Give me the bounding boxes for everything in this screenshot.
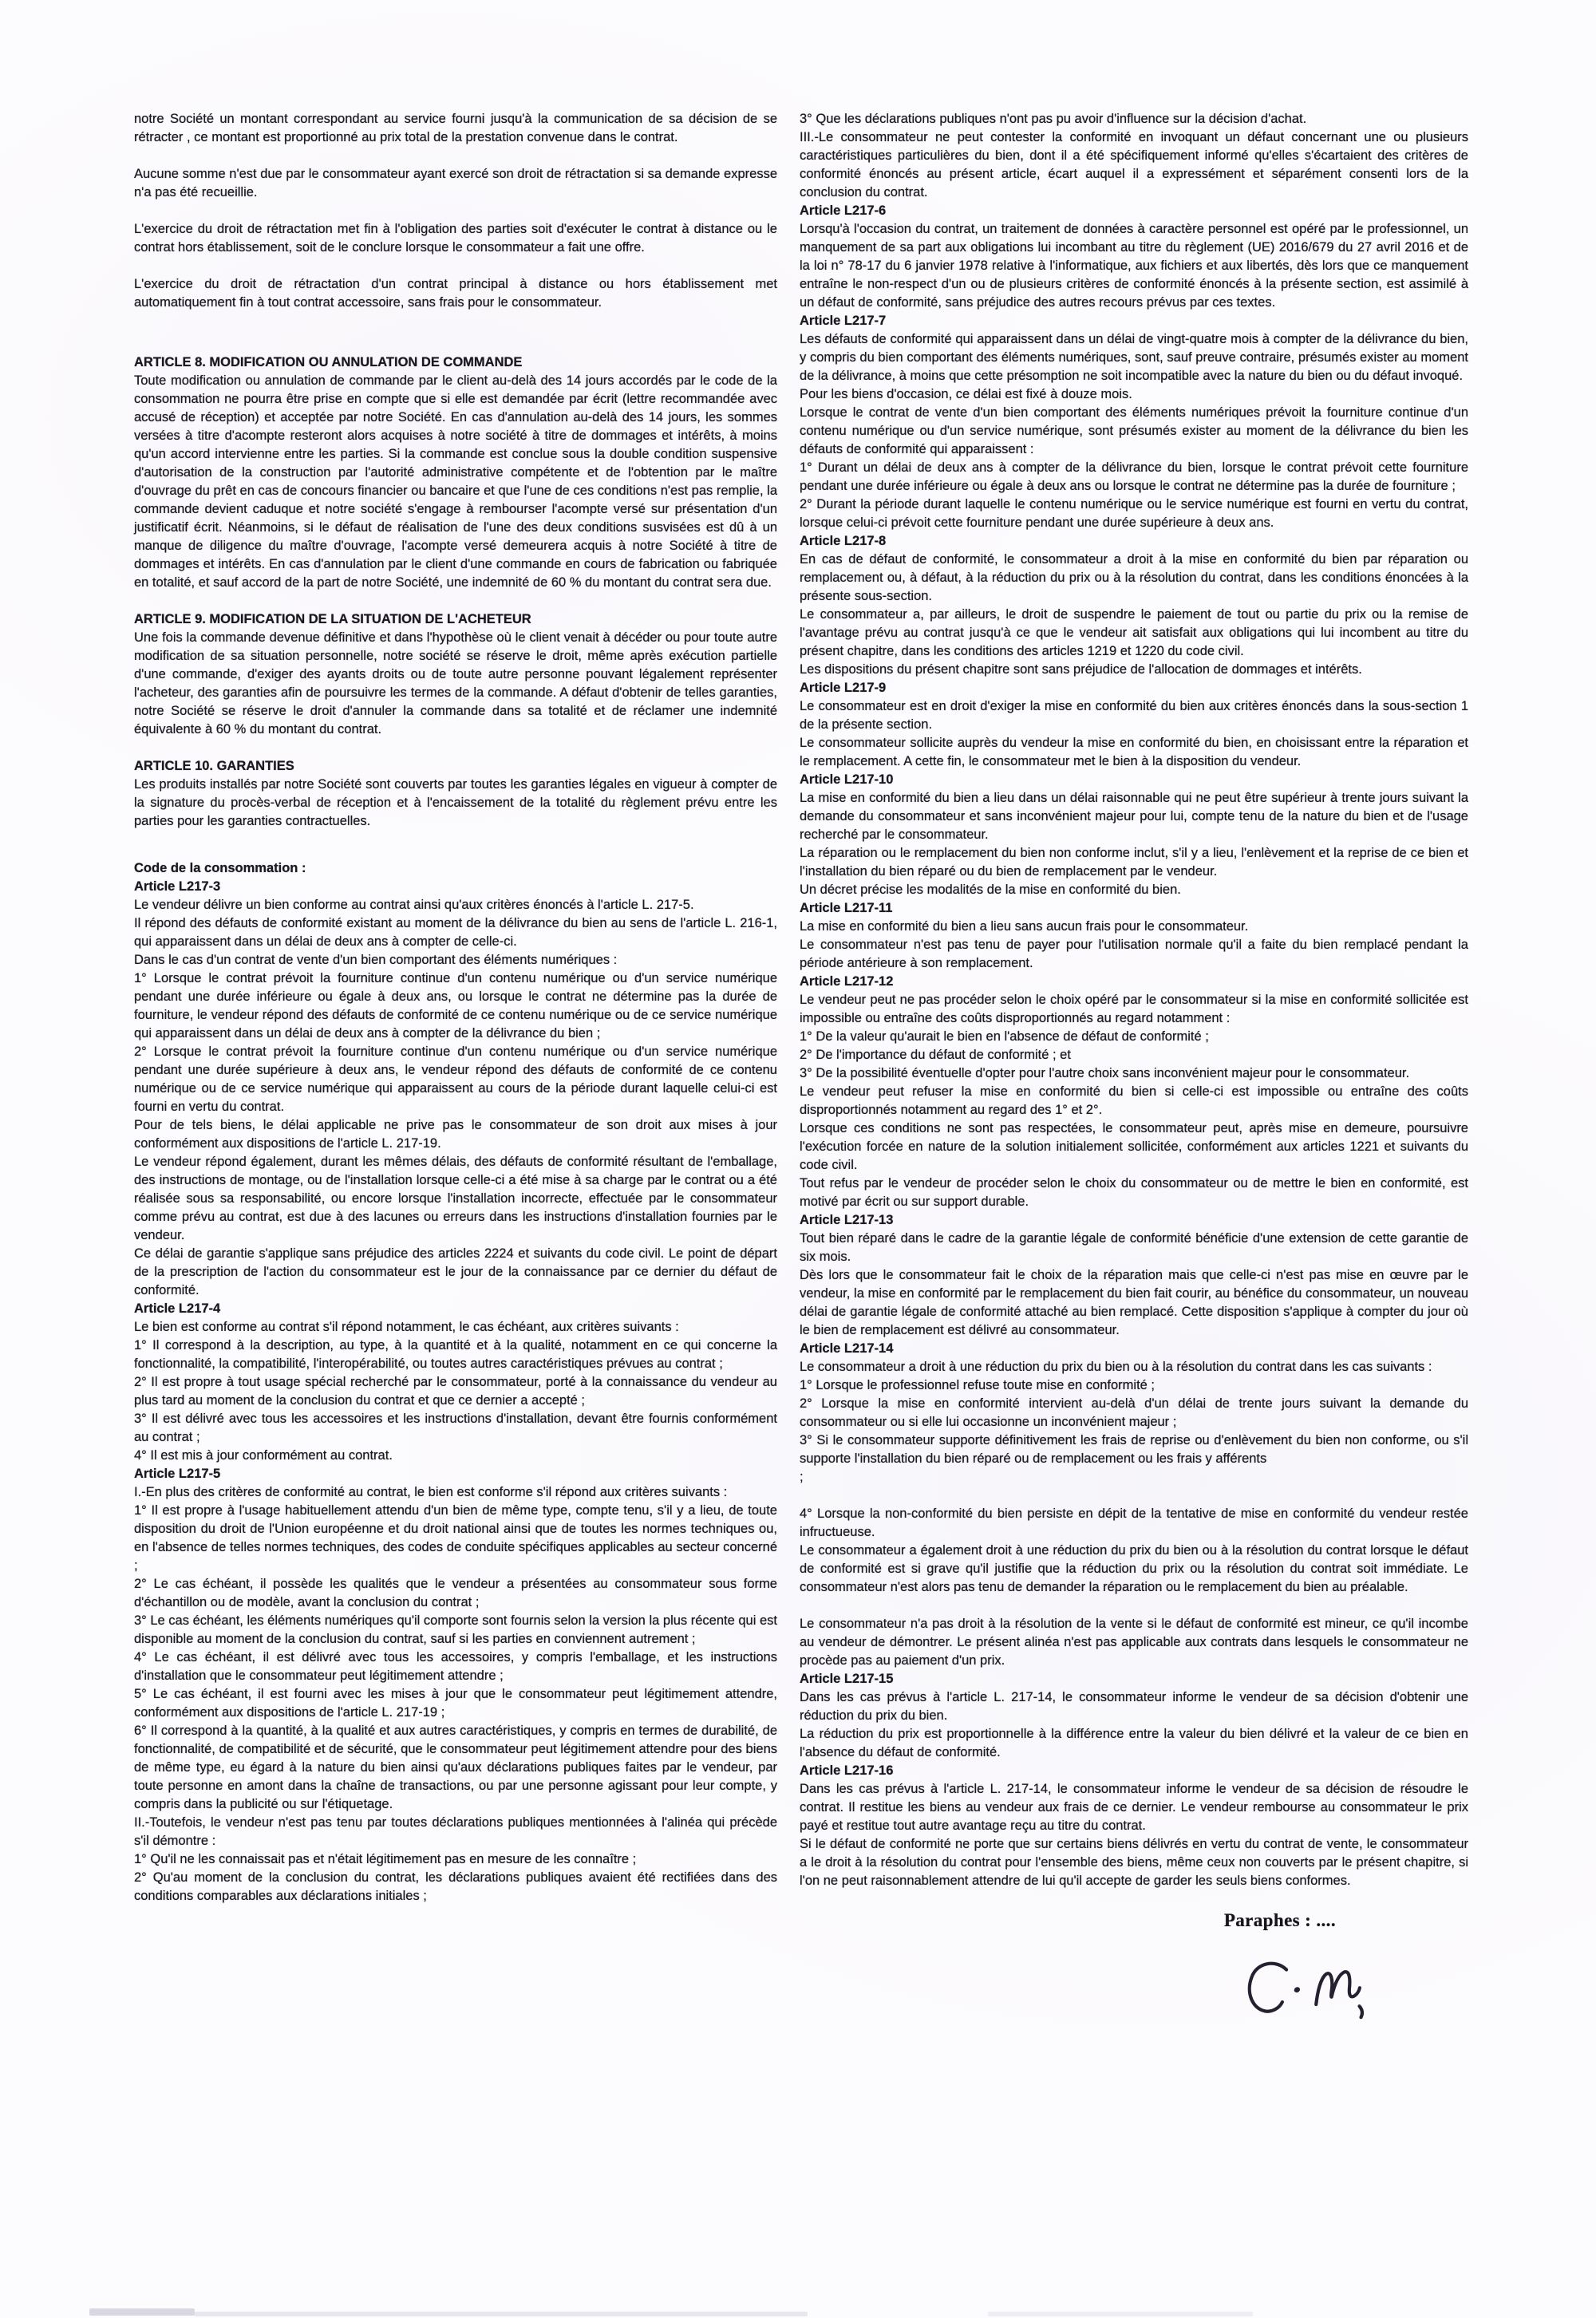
article-heading: Article L217-11 — [800, 901, 893, 915]
article-heading: Article L217-14 — [800, 1341, 894, 1356]
paragraph-gap — [134, 831, 777, 859]
article-heading: Article L217-8 — [800, 534, 887, 548]
scan-edge-artifact — [89, 2308, 195, 2316]
paragraph: Dans le cas d'un contrat de vente d'un bien comportant des éléments numériques : — [134, 953, 618, 967]
paragraph: II.-Toutefois, le vendeur n'est pas tenu par toutes déclarations publiques mentionnées à l'alinéa qui précède s'il démontre : — [134, 1815, 777, 1848]
left-column — [134, 110, 777, 1905]
article-heading: Article L217-4 — [134, 1301, 221, 1316]
paragraph: Une fois la commande devenue définitive et dans l'hypothèse où le client venait à décéder ou pour toute autre modification de sa situation personnelle, notre société se réserve le droit, même après exécution partielle d'une commande, d'exiger des ayants droits ou de toute autre personne pouvant légalement représenter l'acheteur, des garanties afin de poursuivre les termes de la commande. A défaut d'obtenir de telles garanties, notre Société se réserve le droit d'annuler la commande dans sa totalité et de réclamer une indemnité équivalente à 60 % du montant du contrat. — [134, 630, 777, 736]
paragraph: Le consommateur a également droit à une réduction du prix du bien ou à la résolution du contrat lorsque le défaut de conformité est si grave qu'il justifie que la réduction du prix ou la résolution du contrat soit immédiate. Le consommateur n'est alors pas tenu de demander la réparation ou le remplacement du bien au préalable. — [800, 1543, 1468, 1594]
paragraph: En cas de défaut de conformité, le consommateur a droit à la mise en conformité du bien par réparation ou remplacement ou, à défaut, à la réduction du prix ou à la résolution du contrat, dans les conditions énoncées à la présente sous-section. — [800, 552, 1468, 603]
paragraph-gap — [134, 147, 777, 165]
paragraph: 3° Que les déclarations publiques n'ont pas pu avoir d'influence sur la décision d'achat. — [800, 112, 1307, 126]
paragraph: Pour les biens d'occasion, ce délai est fixé à douze mois. — [800, 387, 1132, 401]
paragraph: Le vendeur peut ne pas procéder selon le choix opéré par le consommateur si la mise en conformité sollicitée est impossible ou entraîne des coûts disproportionnés au regard notamment : — [800, 993, 1468, 1025]
paragraph: L'exercice du droit de rétractation d'un contrat principal à distance ou hors établissement met automatiquement fin à tout contrat accessoire, sans frais pour le consommateur. — [134, 277, 777, 310]
paragraph: 1° Lorsque le professionnel refuse toute mise en conformité ; — [800, 1378, 1156, 1392]
paragraph-gap — [134, 739, 777, 757]
paragraph: Le consommateur n'a pas droit à la résolution de la vente si le défaut de conformité est mineur, ce qu'il incombe au vendeur de démontrer. Le présent alinéa n'est pas applicable aux contrats dans lesquels le consommateur ne procède pas au paiement d'un prix. — [800, 1617, 1468, 1668]
paragraph: Les défauts de conformité qui apparaissent dans un délai de vingt-quatre mois à compter de la délivrance du bien, y compris du bien comportant des éléments numériques, sont, sauf preuve contraire, présumés exister au moment de la délivrance, à moins que cette présomption ne soit incompatible avec la nature du bien ou du défaut invoqué. — [800, 332, 1468, 383]
paragraph: 2° Lorsque le contrat prévoit la fourniture continue d'un contenu numérique ou d'un service numérique pendant une durée supérieure à deux ans, le vendeur répond des défauts de conformité de ce contenu numérique ou de ce service numérique qui apparaissent au cours de la période durant laquelle celui-ci est fourni en vertu du contrat. — [134, 1044, 777, 1114]
article-heading: Article L217-7 — [800, 314, 887, 328]
section-heading: ARTICLE 8. MODIFICATION OU ANNULATION DE COMMANDE — [134, 355, 523, 369]
paragraph-gap — [134, 257, 777, 275]
paragraph: 4° Lorsque la non-conformité du bien persiste en dépit de la tentative de mise en conformité du vendeur restée infructueuse. — [800, 1507, 1468, 1539]
scan-edge-artifact — [988, 2312, 1253, 2316]
paragraph: Aucune somme n'est due par le consommateur ayant exercé son droit de rétractation si sa demande expresse n'a pas été recueillie. — [134, 167, 777, 199]
page-footer — [800, 1911, 1468, 2036]
paragraph: Le vendeur répond également, durant les mêmes délais, des défauts de conformité résultant de l'emballage, des instructions de montage, ou de l'installation lorsque celle-ci a été mise à sa charge par le contrat ou a été réalisée sous sa responsabilité, ou encore lorsque l'installation incorrecte, effectuée par le consommateur comme prévu au contrat, est due à des lacunes ou erreurs dans les instructions d'installation fournies par le vendeur. — [134, 1155, 777, 1242]
paragraph: Lorsqu'à l'occasion du contrat, un traitement de données à caractère personnel est opéré par le professionnel, un manquement de sa part aux obligations lui incombant au titre du règlement (UE) 2016/679 du 27 avril 2016 et de la loi n° 78-17 du 6 janvier 1978 relative à l'informatique, aux fichiers et aux libertés, dès lors que ce manquement entraîne le non-respect d'un ou de plusieurs critères de conformité énoncés à la présente section, est assimilé à un défaut de conformité, sans préjudice des autres recours prévus par ces textes. — [800, 222, 1468, 310]
paragraph: 4° Il est mis à jour conformément au contrat. — [134, 1448, 393, 1463]
paragraph: Lorsque le contrat de vente d'un bien comportant des éléments numériques prévoit la fourniture continue d'un contenu numérique ou d'un service numérique, sont présumés exister au moment de la délivrance du bien les défauts de conformité qui apparaissent : — [800, 405, 1468, 456]
paraphes-label: Paraphes : .... — [1223, 1910, 1336, 1930]
article-heading: Article L217-12 — [800, 974, 894, 989]
paragraph: Le bien est conforme au contrat s'il répond notamment, le cas échéant, aux critères suivants : — [134, 1320, 679, 1334]
paragraph: 3° De la possibilité éventuelle d'opter pour l'autre choix sans inconvénient majeur pour le consommateur. — [800, 1066, 1410, 1080]
scan-edge-artifact — [195, 2312, 808, 2316]
paragraph-gap — [800, 1487, 1468, 1505]
paragraph: 3° Il est délivré avec tous les accessoires et les instructions d'installation, devant être fournis conformément au contrat ; — [134, 1412, 777, 1444]
paragraph: 1° Lorsque le contrat prévoit la fourniture continue d'un contenu numérique ou d'un service numérique pendant une durée inférieure ou égale à deux ans, ou lorsque le contrat ne détermine pas la durée de fourniture, le vendeur répond des défauts de conformité de ce contenu numérique ou de ce service numérique qui apparaissent dans un délai de deux ans à compter de la délivrance du bien ; — [134, 971, 777, 1041]
paragraph: Dans les cas prévus à l'article L. 217-14, le consommateur informe le vendeur de sa décision d'obtenir une réduction du prix du bien. — [800, 1690, 1468, 1723]
section-heading: ARTICLE 9. MODIFICATION DE LA SITUATION DE L'ACHETEUR — [134, 612, 531, 626]
article-heading: Article L217-13 — [800, 1213, 894, 1227]
paragraph: Les produits installés par notre Société sont couverts par toutes les garanties légales en vigueur à compter de la signature du procès-verbal de réception et à l'encaissement de la totalité du règlement prévu entre les parties pour les garanties contractuelles. — [134, 777, 777, 828]
right-column-blocks — [800, 110, 1468, 1890]
paragraph: 4° Le cas échéant, il est délivré avec tous les accessoires, y compris l'emballage, et les instructions d'installation que le consommateur peut légitimement attendre ; — [134, 1650, 777, 1683]
paragraph: Dès lors que le consommateur fait le choix de la réparation mais que celle-ci n'est pas mise en œuvre par le vendeur, la mise en conformité par le remplacement du bien fait courir, au bénéfice du consommateur, un nouveau délai de garantie légale de conformité attaché au bien remplacé. Cette disposition s'applique à compter du jour où le bien de remplacement est délivré au consommateur. — [800, 1268, 1468, 1337]
paragraph: I.-En plus des critères de conformité au contrat, le bien est conforme s'il répond aux critères suivants : — [134, 1485, 728, 1499]
paragraph: Le vendeur délivre un bien conforme au contrat ainsi qu'aux critères énoncés à l'article L. 217-5. — [134, 898, 694, 912]
paragraph: Le consommateur a droit à une réduction du prix du bien ou à la résolution du contrat dans les cas suivants : — [800, 1360, 1432, 1374]
paragraph: 2° Qu'au moment de la conclusion du contrat, les déclarations publiques avaient été rectifiées dans des conditions comparables aux déclarations initiales ; — [134, 1870, 777, 1903]
signature-initials-text — [1237, 1951, 1238, 1952]
paragraph: La réparation ou le remplacement du bien non conforme inclut, s'il y a lieu, l'enlèvement et la reprise de ce bien et l'installation du bien réparé ou du bien de remplacement par le vendeur. — [800, 846, 1468, 879]
paragraph: Dans les cas prévus à l'article L. 217-14, le consommateur informe le vendeur de sa décision de résoudre le contrat. Il restitue les biens au vendeur aux frais de ce dernier. Le vendeur rembourse au consommateur le prix payé et restitue tout autre avantage reçu au titre du contrat. — [800, 1782, 1468, 1833]
section-heading: ARTICLE 10. GARANTIES — [134, 759, 294, 773]
paragraph: notre Société un montant correspondant au service fourni jusqu'à la communication de sa décision de se rétracter , ce montant est proportionné au prix total de la prestation convenue dans le contrat. — [134, 112, 777, 144]
paragraph: Le consommateur a, par ailleurs, le droit de suspendre le paiement de tout ou partie du prix ou la remise de l'avantage prévu au contrat jusqu'à ce que le vendeur ait satisfait aux obligations qui lui incombent au titre du présent chapitre, dans les conditions des articles 1219 et 1220 du code civil. — [800, 607, 1468, 658]
paragraph: 3° Le cas échéant, les éléments numériques qu'il comporte sont fournis selon la version la plus récente qui est disponible au moment de la conclusion du contrat, sauf si les parties en conviennent autrement ; — [134, 1613, 777, 1646]
paragraph: Les dispositions du présent chapitre sont sans préjudice de l'allocation de dommages et intérêts. — [800, 662, 1362, 677]
paragraph: Toute modification ou annulation de commande par le client au-delà des 14 jours accordés par le code de la consommation ne pourra être prise en compte que si elle est demandée par écrit (lettre recommandée avec accusé de réception) et acceptée par notre Société. En cas d'annulation au-delà des 14 jours, les sommes versées à titre d'acompte resteront alors acquises à notre société à titre de dommages et intérêts, à moins qu'un accord intervienne entre les parties. Si la commande est conclue sous la double condition suspensive d'autorisation de la construction par l'autorité administrative compétente et de l'obtention par le maître d'ouvrage du prêt en cas de concours financier ou bancaire et que l'une de ces conditions n'est pas remplie, la commande devient caduque et notre société s'engage à rembourser l'acompte versé sur présentation d'un justificatif écrit. Néanmoins, si le défaut de réalisation de l'une des deux conditions susvisées est dû à un manque de diligence du maître d'ouvrage, l'acompte versé demeurera acquis à notre Société à titre de dommages et intérêts. En cas d'annulation par le client d'une commande en cours de fabrication ou fabriquée en totalité, et sauf accord de la part de notre Société, une indemnité de 60 % du montant du contrat sera due. — [134, 373, 777, 590]
article-heading: Article L217-5 — [134, 1467, 221, 1481]
paragraph: Tout refus par le vendeur de procéder selon le choix du consommateur ou de mettre le bien en conformité, est motivé par écrit ou sur support durable. — [800, 1176, 1468, 1209]
paragraph: La réduction du prix est proportionnelle à la différence entre la valeur du bien délivré et la valeur de ce bien en l'absence du défaut de conformité. — [800, 1727, 1468, 1759]
paragraph: 1° Qu'il ne les connaissait pas et n'était légitimement pas en mesure de les connaître ; — [134, 1852, 637, 1866]
paragraph: 6° Il correspond à la quantité, à la qualité et aux autres caractéristiques, y compris en termes de durabilité, de fonctionnalité, de compatibilité et de sécurité, que le consommateur peut légitimement attendre pour des biens de même type, eu égard à la nature du bien ainsi qu'aux déclarations publiques faites par le vendeur, par toute personne en amont dans la chaîne de transactions, ou par une personne agissant pour leur compte, y compris dans la publicité ou sur l'étiquetage. — [134, 1724, 777, 1811]
paragraph: 5° Le cas échéant, il est fourni avec les mises à jour que le consommateur peut légitimement attendre, conformément aux dispositions de l'article L. 217-19 ; — [134, 1687, 777, 1720]
article-heading: Code de la consommation : — [134, 861, 306, 875]
paragraph: Tout bien réparé dans le cadre de la garantie légale de conformité bénéficie d'une extension de cette garantie de six mois. — [800, 1231, 1468, 1264]
paragraph: Ce délai de garantie s'applique sans préjudice des articles 2224 et suivants du code civil. Le point de départ de la prescription de l'action du consommateur est le jour de la connaissance par ce dernier du défaut de conformité. — [134, 1246, 777, 1297]
paragraph: Il répond des défauts de conformité existant au moment de la délivrance du bien au sens de l'article L. 216-1, qui apparaissent dans un délai de deux ans à compter de celle-ci. — [134, 916, 777, 949]
paragraph: 2° Lorsque la mise en conformité intervient au-delà d'un délai de trente jours suivant la demande du consommateur ou si elle lui occasionne un inconvénient majeur ; — [800, 1396, 1468, 1429]
paragraph: Lorsque ces conditions ne sont pas respectées, le consommateur peut, après mise en demeure, poursuivre l'exécution forcée en nature de la solution initialement sollicitée, conformément aux articles 1221 et suivants du code civil. — [800, 1121, 1468, 1172]
paragraph: 1° Il correspond à la description, au type, à la quantité et à la qualité, notamment en ce qui concerne la fonctionnalité, la compatibilité, l'interopérabilité, ou toutes autres caractéristiques prévues au contrat ; — [134, 1338, 777, 1371]
paragraph-gap — [134, 312, 777, 353]
paragraph: Pour de tels biens, le délai applicable ne prive pas le consommateur de son droit aux mises à jour conformément aux dispositions de l'article L. 217-19. — [134, 1118, 777, 1151]
article-heading: Article L217-3 — [134, 879, 221, 894]
paragraph: Le vendeur peut refuser la mise en conformité du bien si celle-ci est impossible ou entraîne des coûts disproportionnés notamment au regard des 1° et 2°. — [800, 1084, 1468, 1117]
article-heading: Article L217-10 — [800, 772, 894, 787]
paragraph: 2° Durant la période durant laquelle le contenu numérique ou le service numérique est fourni en vertu du contrat, lorsque celui-ci prévoit cette fourniture pendant une durée supérieure à deux ans. — [800, 497, 1468, 530]
paragraph: 2° Le cas échéant, il possède les qualités que le vendeur a présentées au consommateur sous forme d'échantillon ou de modèle, avant la conclusion du contrat ; — [134, 1577, 777, 1609]
paragraph: L'exercice du droit de rétractation met fin à l'obligation des parties soit d'exécuter le contrat à distance ou le contrat hors établissement, soit de le conclure lorsque le consommateur a fait une offre. — [134, 222, 777, 255]
article-heading: Article L217-9 — [800, 681, 887, 695]
article-heading: Article L217-16 — [800, 1763, 894, 1778]
paragraph-gap — [800, 1597, 1468, 1615]
paragraph: 2° Il est propre à tout usage spécial recherché par le consommateur, porté à la connaissance du vendeur au plus tard au moment de la conclusion du contrat et que ce dernier a accepté ; — [134, 1375, 777, 1408]
signature-ink-icon — [1235, 1946, 1376, 2036]
paragraph: 1° De la valeur qu'aurait le bien en l'absence de défaut de conformité ; — [800, 1029, 1209, 1044]
paragraph-gap — [134, 202, 777, 220]
paragraph: 3° Si le consommateur supporte définitivement les frais de reprise ou d'enlèvement du bien non conforme, ou s'il supporte l'installation du bien réparé ou de remplacement ou les frais y afférents — [800, 1433, 1468, 1466]
paragraph-gap — [134, 592, 777, 610]
paragraph: ; — [800, 1470, 804, 1484]
article-heading: Article L217-6 — [800, 203, 887, 218]
paragraph: Si le défaut de conformité ne porte que sur certains biens délivrés en vertu du contrat de vente, le consommateur a le droit à la résolution du contrat pour l'ensemble des biens, même ceux non couverts par le présent chapitre, si l'on ne peut raisonnablement attendre de lui qu'il accepte de garder les seuls biens conformes. — [800, 1837, 1468, 1888]
paragraph: La mise en conformité du bien a lieu dans un délai raisonnable qui ne peut être supérieur à trente jours suivant la demande du consommateur et sans inconvénient majeur pour lui, compte tenu de la nature du bien et de l'usage recherché par le consommateur. — [800, 791, 1468, 842]
handwritten-signature — [800, 1951, 1373, 2036]
paragraph: La mise en conformité du bien a lieu sans aucun frais pour le consommateur. — [800, 919, 1249, 934]
paragraph: 2° De l'importance du défaut de conformité ; et — [800, 1048, 1071, 1062]
article-heading: Article L217-15 — [800, 1672, 894, 1686]
paragraph: 1° Il est propre à l'usage habituellement attendu d'un bien de même type, compte tenu, s'il y a lieu, de toute disposition du droit de l'Union européenne et du droit national ainsi que de toutes les normes techniques ou, en l'absence de telles normes techniques, des codes de conduite spécifiques applicables au secteur concerné ; — [134, 1503, 777, 1573]
paragraph: Le consommateur n'est pas tenu de payer pour l'utilisation normale qu'il a faite du bien remplacé pendant la période antérieure à son remplacement. — [800, 938, 1468, 970]
paragraph: III.-Le consommateur ne peut contester la conformité en invoquant un défaut concernant une ou plusieurs caractéristiques particulières du bien, dont il a été spécifiquement informé qu'elles s'écartaient des critères de conformité énoncés au présent article, écart auquel il a expressément et séparément consenti lors de la conclusion du contrat. — [800, 130, 1468, 199]
paragraph: Le consommateur sollicite auprès du vendeur la mise en conformité du bien, en choisissant entre la réparation et le remplacement. A cette fin, le consommateur met le bien à la disposition du vendeur. — [800, 736, 1468, 768]
paragraph: 1° Durant un délai de deux ans à compter de la délivrance du bien, lorsque le contrat prévoit cette fourniture pendant une durée inférieure ou égale à deux ans ou lorsque le contrat ne détermine pas la durée de fourniture ; — [800, 460, 1468, 493]
paragraph: Un décret précise les modalités de la mise en conformité du bien. — [800, 883, 1181, 897]
right-column — [800, 110, 1468, 2036]
paragraph: Le consommateur est en droit d'exiger la mise en conformité du bien aux critères énoncés dans la sous-section 1 de la présente section. — [800, 699, 1468, 732]
